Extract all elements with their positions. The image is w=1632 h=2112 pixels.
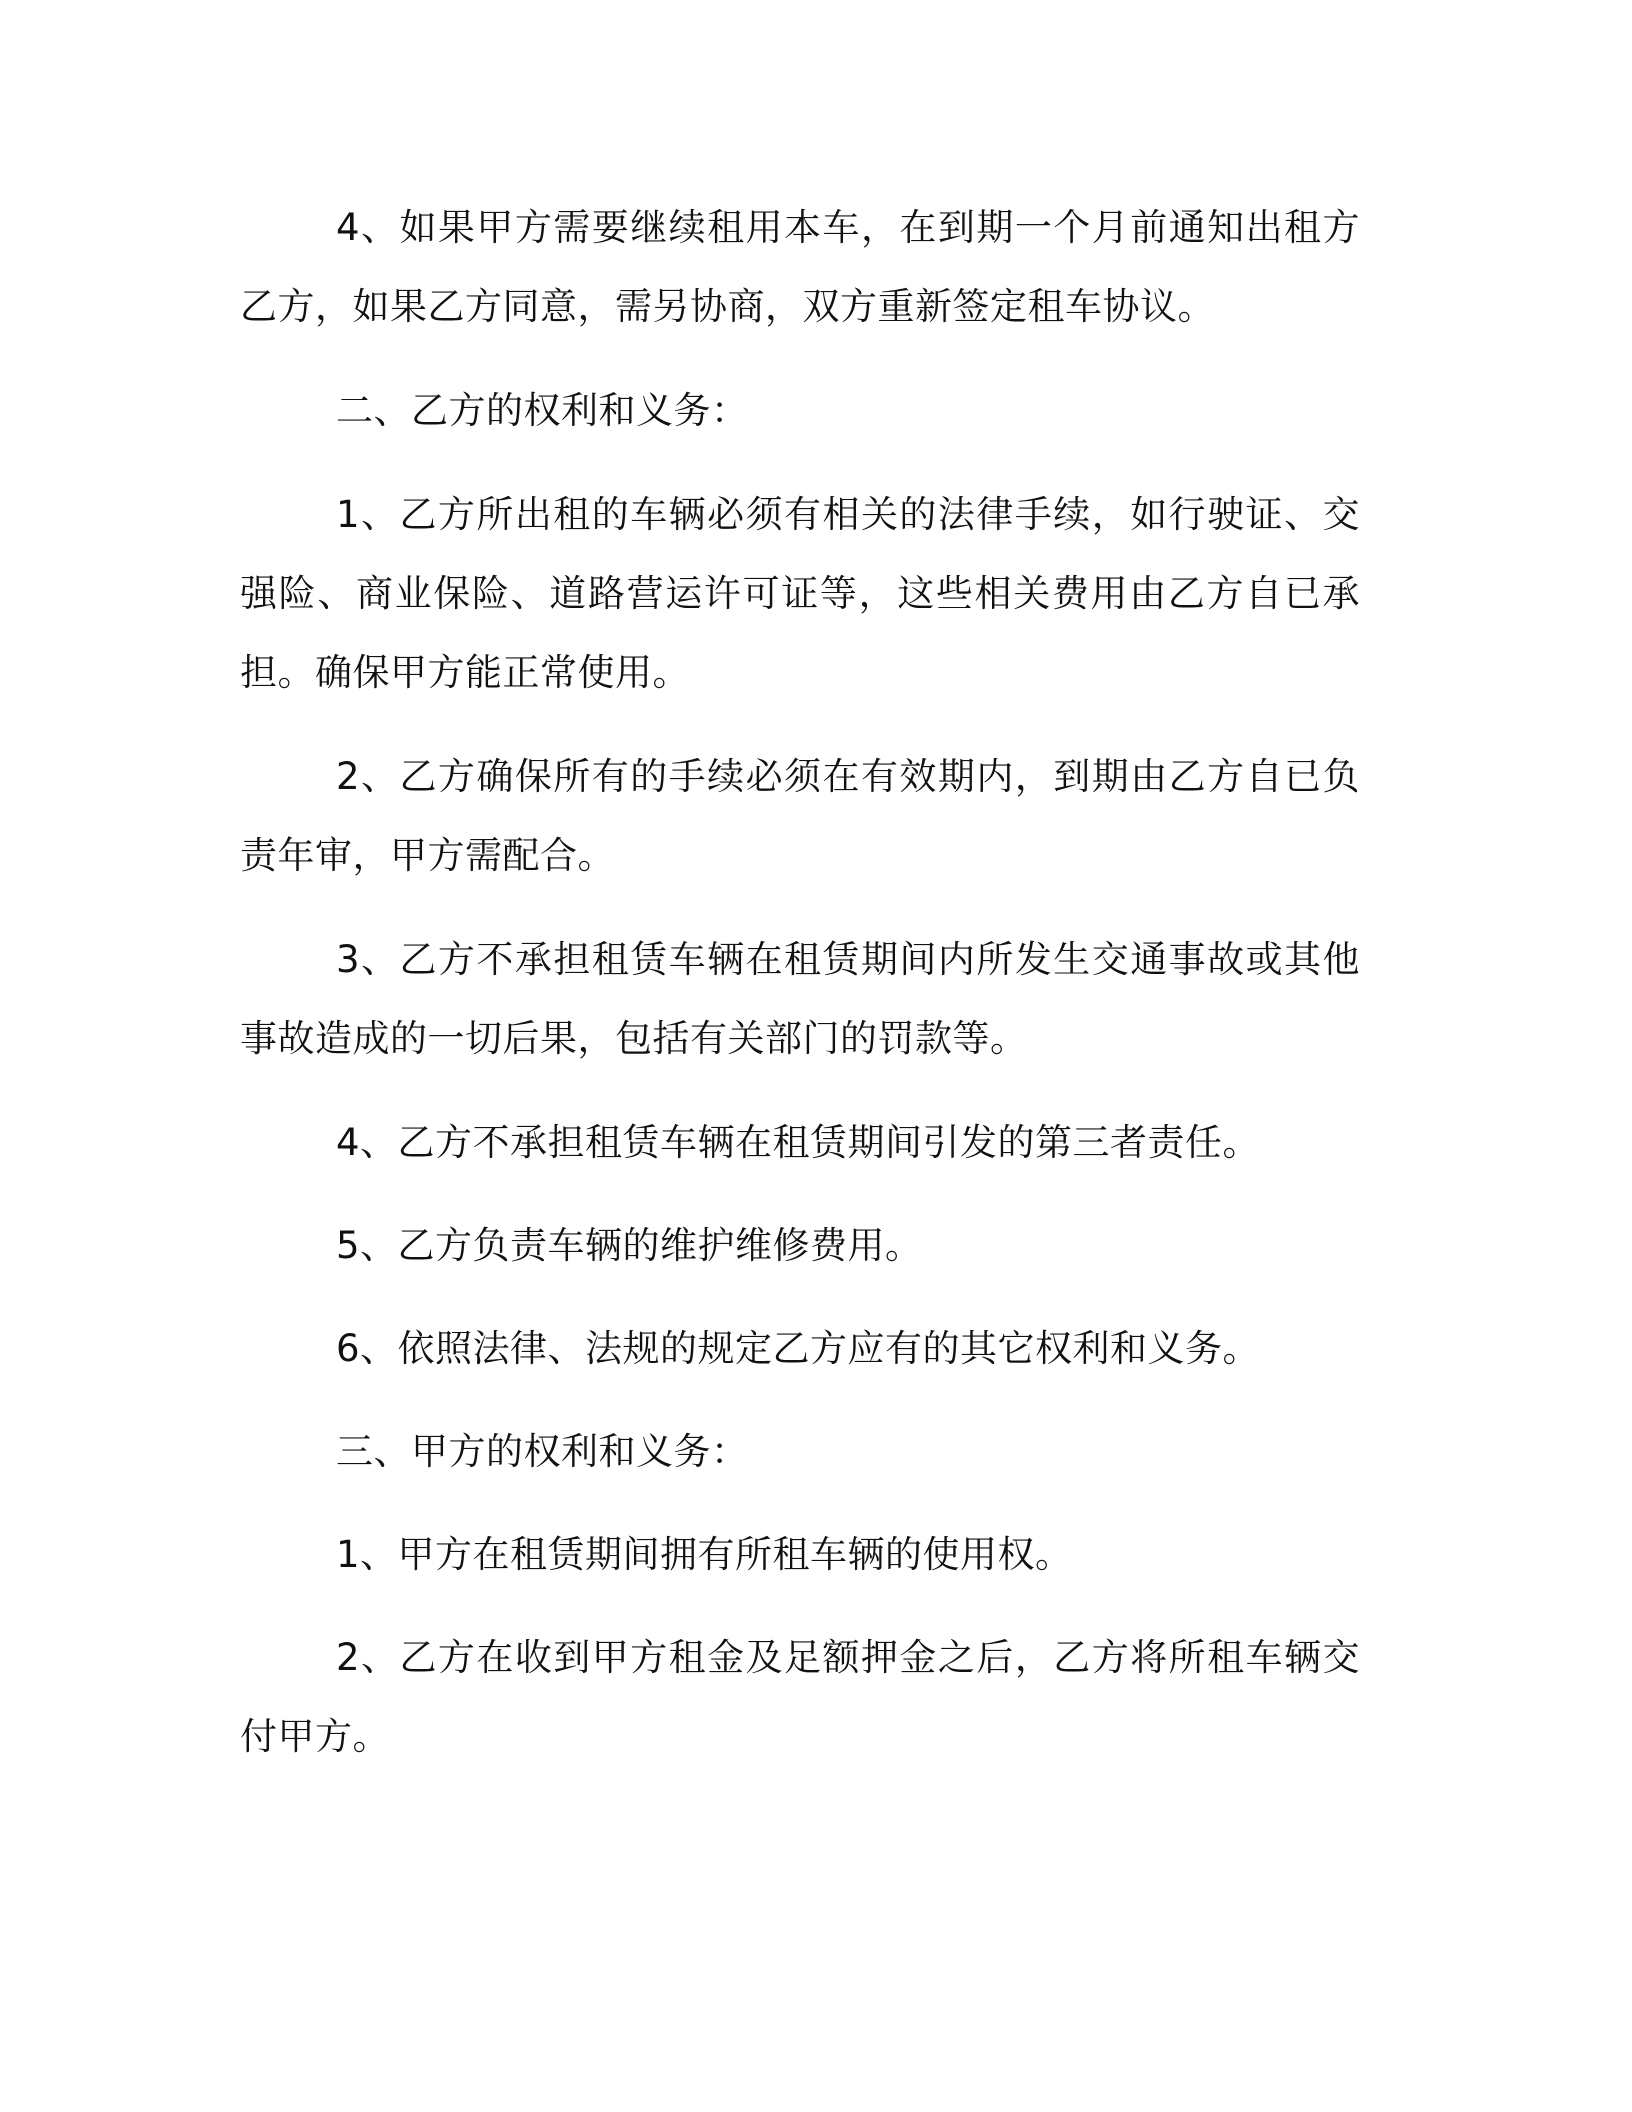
paragraph-clause-b4: 4、乙方不承担租赁车辆在租赁期间引发的第三者责任。 (336, 1121, 1261, 1164)
paragraph-clause-b1: 1、乙方所出租的车辆必须有相关的法律手续，如行驶证、交强险、商业保险、道路营运许可证等，这些相关费用由乙方自已承担。确保甲方能正常使用。 (240, 493, 1360, 694)
document-page (240, 188, 1360, 1776)
paragraph-clause-c1: 1、甲方在租赁期间拥有所租车辆的使用权。 (336, 1533, 1073, 1576)
paragraph-clause-a4: 4、如果甲方需要继续租用本车，在到期一个月前通知出租方乙方，如果乙方同意，需另协商，双方重新签定租车协议。 (240, 206, 1360, 328)
paragraph-clause-b3: 3、乙方不承担租赁车辆在租赁期间内所发生交通事故或其他事故造成的一切后果，包括有关部门的罚款等。 (240, 938, 1360, 1060)
paragraph-clause-b2: 2、乙方确保所有的手续必须在有效期内，到期由乙方自已负责年审，甲方需配合。 (240, 755, 1360, 877)
paragraph-clause-b6: 6、依照法律、法规的规定乙方应有的其它权利和义务。 (336, 1327, 1261, 1370)
section-heading-2: 二、乙方的权利和义务： (336, 389, 749, 432)
section-heading-3: 三、甲方的权利和义务： (336, 1430, 749, 1473)
paragraph-clause-c2: 2、乙方在收到甲方租金及足额押金之后，乙方将所租车辆交付甲方。 (240, 1636, 1360, 1758)
paragraph-clause-b5: 5、乙方负责车辆的维护维修费用。 (336, 1224, 923, 1267)
